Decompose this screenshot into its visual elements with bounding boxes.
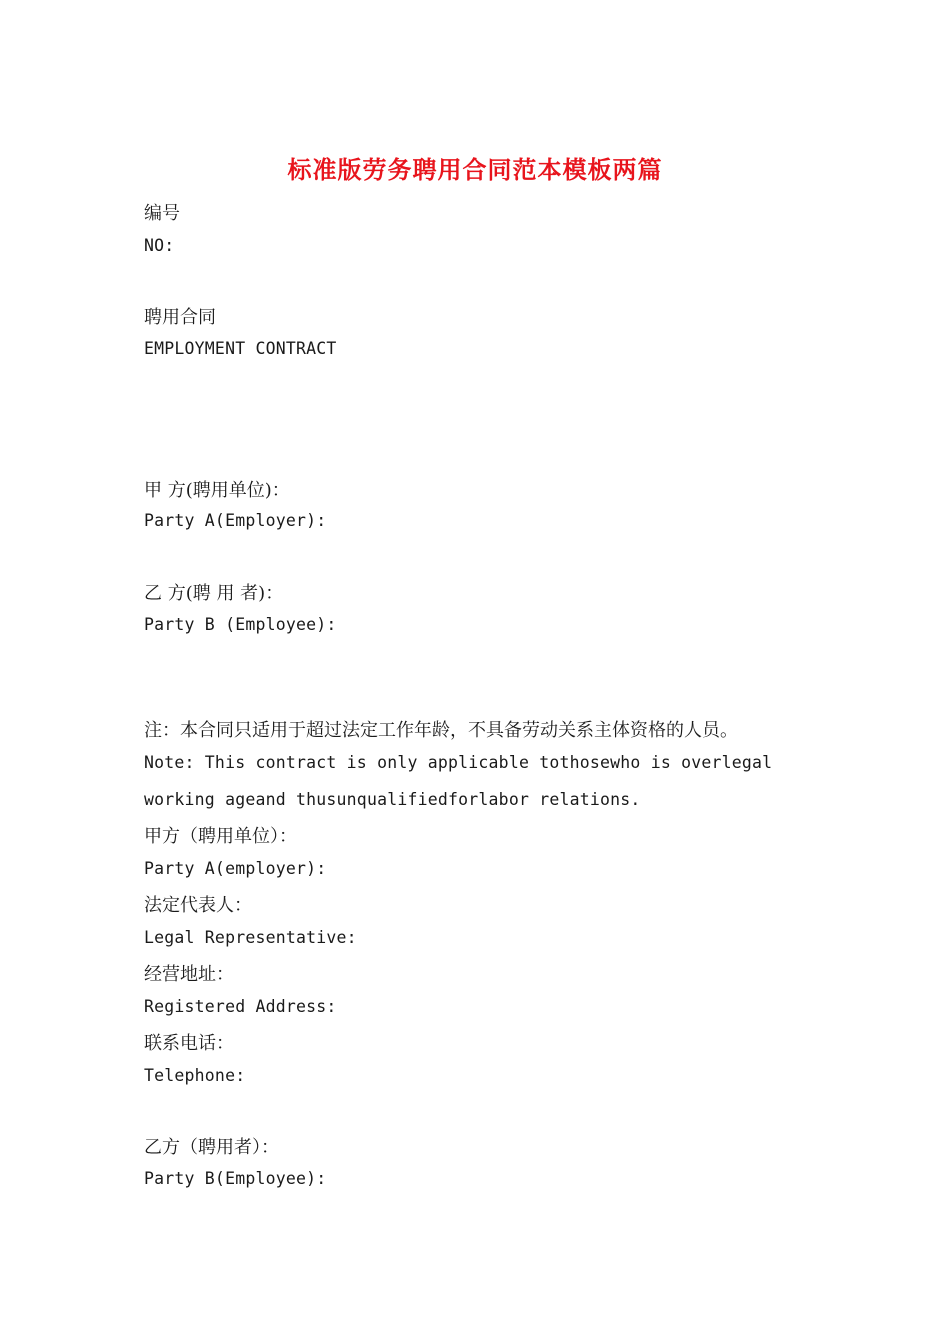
legal-rep-en: Legal Representative: (144, 928, 357, 947)
note-en-line-1: Note: This contract is only applicable tothosewho is overlegal (144, 753, 773, 772)
address-cn: 经营地址： (144, 964, 234, 985)
phone-en: Telephone: (144, 1066, 246, 1085)
note-cn: 注：本合同只适用于超过法定工作年龄，不具备劳动关系主体资格的人员。 (144, 720, 738, 741)
number-label-cn: 编号 (144, 203, 180, 224)
party-b-detail-en: Party B(Employee): (144, 1169, 327, 1188)
party-a-detail-cn: 甲方（聘用单位）： (144, 826, 297, 847)
legal-rep-cn: 法定代表人： (144, 895, 252, 916)
party-a-label-cn: 甲 方(聘用单位)： (144, 480, 290, 501)
phone-cn: 联系电话： (144, 1033, 234, 1054)
party-a-label-en: Party A(Employer): (144, 511, 327, 530)
party-a-detail-en: Party A(employer): (144, 859, 327, 878)
document-title: 标准版劳务聘用合同范本模板两篇 (287, 156, 663, 184)
note-en-line-2: working ageand thusunqualifiedforlabor relations. (144, 790, 641, 809)
party-b-detail-cn: 乙方（聘用者）： (144, 1137, 279, 1158)
party-b-label-cn: 乙 方(聘 用 者)： (144, 583, 284, 604)
party-b-label-en: Party B (Employee): (144, 615, 337, 634)
address-en: Registered Address: (144, 997, 337, 1016)
contract-title-en: EMPLOYMENT CONTRACT (144, 339, 337, 358)
contract-title-cn: 聘用合同 (144, 307, 216, 328)
number-label-en: NO: (144, 236, 175, 255)
